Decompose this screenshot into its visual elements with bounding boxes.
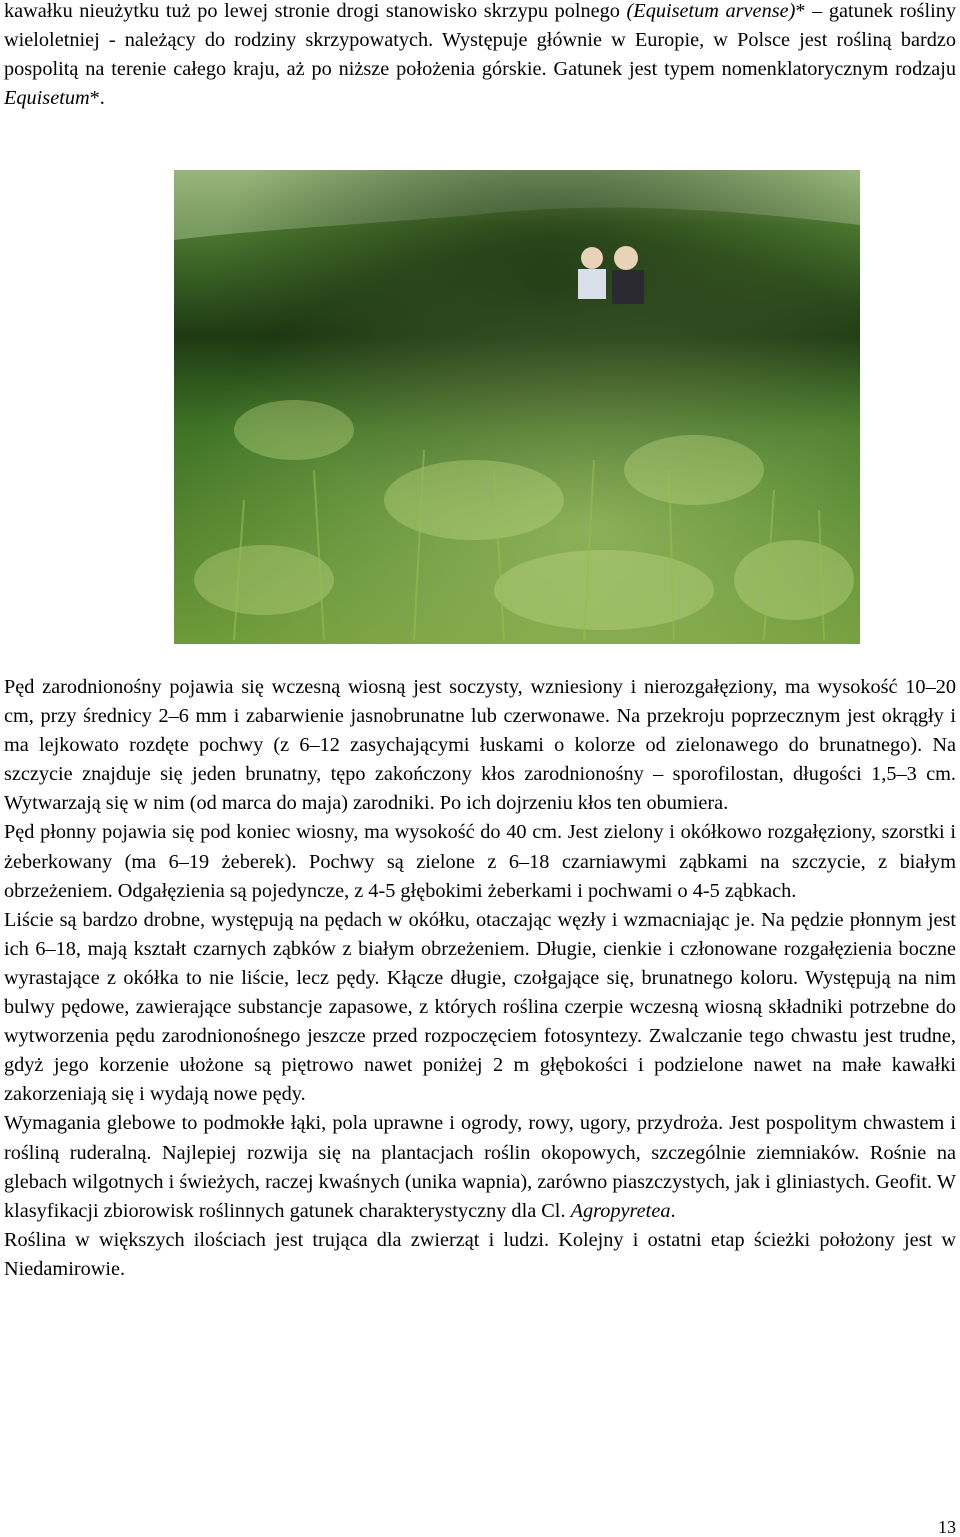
habitat-end: . bbox=[670, 1199, 676, 1222]
intro-text-1: kawałku nieużytku tuż po lewej stronie drogi stanowisko skrzypu polnego bbox=[4, 0, 627, 22]
leaves-rhizome-paragraph: Liście są bardzo drobne, występują na pędach w okółku, otaczając węzły i wzmacniając je. Na pędzie płonnym jest ich 6–18, mają kształt czarnych ząbków z białym obrzeżeniem. Długie, cienkie i członowane rozgałęzienia boczne wyrastające z okółka to nie liście, lecz pędy. Kłącze długie, czołgające się, brunatnego koloru. Występują na nim bulwy pędowe, zawierające substancje zapasowe, z których roślina czerpie wczesną wiosną składniki potrzebne do wytworzenia pędu zarodnionośnego jeszcze przed rozpoczęciem fotosyntezy. Zwalczanie tego chwastu jest trudne, gdyż jego korzenie ułożone są piętrowo nawet poniżej 2 m głębokości i podzielone nawet na małe kawałki zakorzeniają się i wydają nowe pędy. bbox=[4, 908, 956, 1106]
genus-name-latin: Equisetum bbox=[4, 87, 90, 110]
habitat-paragraph bbox=[4, 1109, 956, 1225]
page-number: 13 bbox=[938, 1517, 956, 1537]
intro-paragraph bbox=[4, 0, 956, 113]
field-horsetail-photo bbox=[174, 170, 860, 644]
fertile-shoot-paragraph: Pęd zarodnionośny pojawia się wczesną wiosną jest soczysty, wzniesiony i nierozgałęziony, ma wysokość 10–20 cm, przy średnicy 2–6 mm i zabarwienie jasnobrunatne lub czerwonawe. Na przekroju poprzecznym jest okrągły i ma lejkowato rozdęte pochwy (z 6–12 zasychającymi łuskami o kolorze od zielonawego do brunatnego). Na szczycie znajduje się jeden brunatny, tępo zakończony kłos zarodnionośny – sporofilostan, długości 1,5–3 cm. Wytwarzają się w nim (od marca do maja) zarodniki. Po ich dojrzeniu kłos ten obumiera. bbox=[4, 676, 956, 815]
intro-text-3: *. bbox=[89, 87, 105, 110]
body-text bbox=[4, 673, 956, 1284]
toxicity-paragraph: Roślina w większych ilościach jest trująca dla zwierząt i ludzi. Kolejny i ostatni etap ścieżki położony jest w Niedamirowie. bbox=[4, 1228, 956, 1280]
habitat-text: Wymagania glebowe to podmokłe łąki, pola uprawne i ogrody, rowy, ugory, przydroża. Jest pospolitym chwastem i rośliną ruderalną. Najlepiej rozwija się na plantacjach roślin okopowych, szczególnie ziemniaków. Rośnie na glebach wilgotnych i świeżych, raczej kwaśnych (unika wapnia), zarówno piaszczystych, jak i gliniastych. Geofit. W klasyfikacji zbiorowisk roślinnych gatunek charakterystyczny dla Cl. bbox=[4, 1112, 956, 1222]
class-name-latin: Agropyretea bbox=[570, 1199, 671, 1222]
species-name-latin: (Equisetum arvense) bbox=[626, 0, 796, 22]
intro-text-2: * – gatunek rośliny wieloletniej - należący do rodziny skrzypowatych. Występuje głównie w Europie, w Polsce jest rośliną bardzo pospolitą na terenie całego kraju, aż po niższe położenia górskie. Gatunek jest typem nomenklatorycznym rodzaju bbox=[4, 0, 956, 81]
sterile-shoot-paragraph: Pęd płonny pojawia się pod koniec wiosny, ma wysokość do 40 cm. Jest zielony i okółkowo rozgałęziony, szorstki i żeberkowany (ma 6–19 żeberek). Pochwy są zielone z 6–18 czarniawymi ząbkami na szczycie, z białym obrzeżeniem. Odgałęzienia są pojedyncze, z 4-5 głębokimi żeberkami i pochwami o 4-5 ząbkach. bbox=[4, 821, 956, 902]
